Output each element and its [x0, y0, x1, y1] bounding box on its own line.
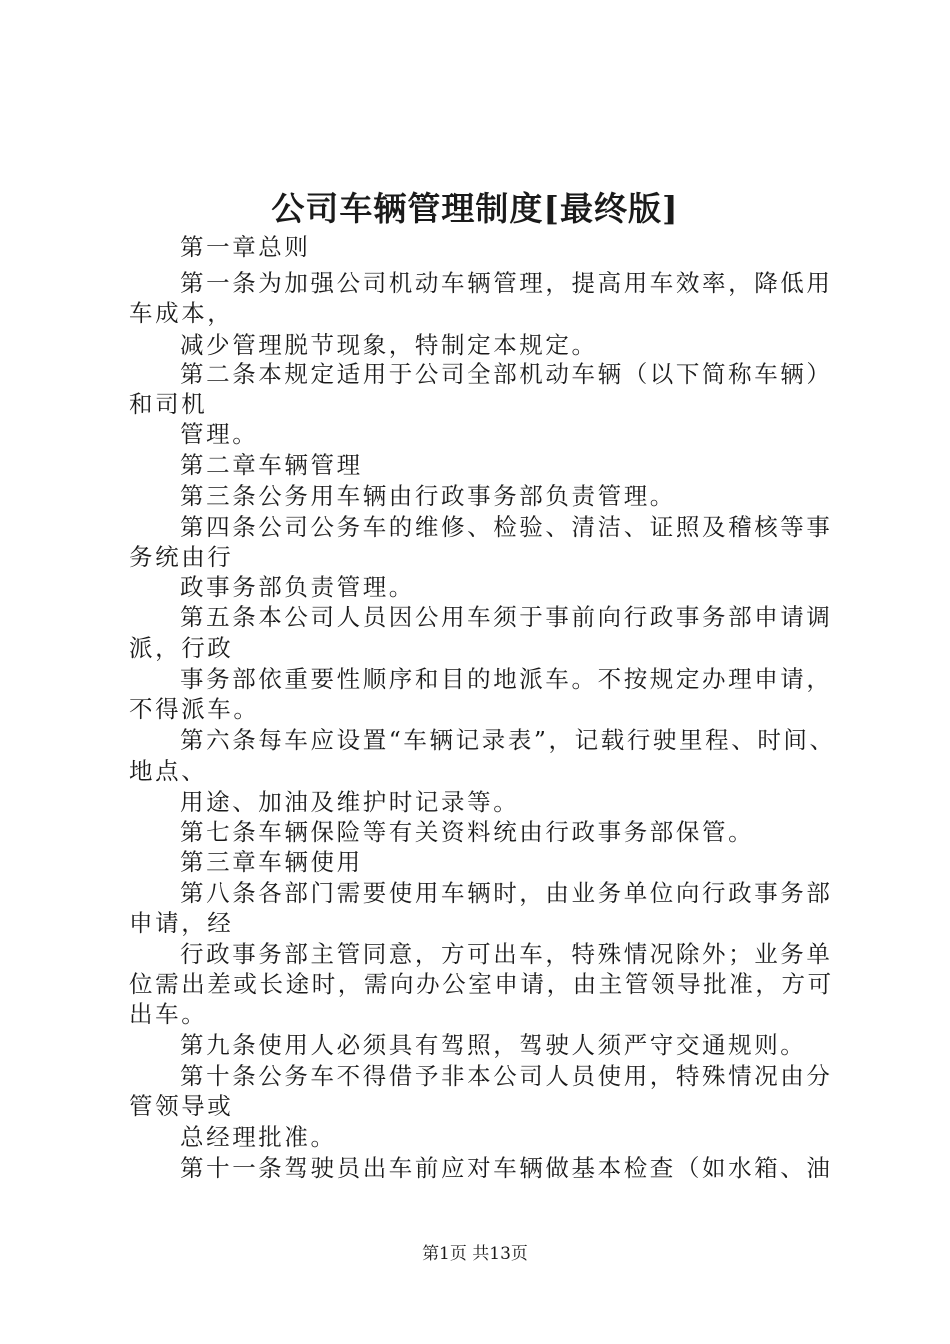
- text-line: 地点、: [129, 757, 208, 785]
- text-line: 申请，经: [129, 909, 234, 937]
- page-number-footer: 第1页 共13页: [422, 1244, 528, 1264]
- text-line: 总经理批准。: [180, 1123, 337, 1151]
- text-line: 管理。: [180, 420, 259, 448]
- text-line: 减少管理脱节现象，特制定本规定。: [180, 331, 598, 359]
- text-line: 第三条公务用车辆由行政事务部负责管理。: [180, 482, 676, 510]
- text-line: 事务部依重要性顺序和目的地派车。不按规定办理申请，: [180, 665, 833, 693]
- text-line: 第一章总则: [180, 233, 311, 261]
- text-line: 务统由行: [129, 543, 234, 571]
- text-line: 第四条公司公务车的维修、检验、清洁、证照及稽核等事: [180, 513, 833, 541]
- text-line: 第二条本规定适用于公司全部机动车辆（以下简称车辆）: [180, 360, 833, 388]
- text-line: 第五条本公司人员因公用车须于事前向行政事务部申请调: [180, 603, 833, 631]
- text-line: 政事务部负责管理。: [180, 573, 415, 601]
- text-line: 第二章车辆管理: [180, 451, 363, 479]
- text-line: 用途、加油及维护时记录等。: [180, 788, 520, 816]
- text-line: 和司机: [129, 390, 208, 418]
- text-line: 第十一条驾驶员出车前应对车辆做基本检查（如水箱、油: [180, 1154, 833, 1182]
- text-line: 车成本，: [129, 299, 234, 327]
- text-line: 行政事务部主管同意，方可出车，特殊情况除外；业务单: [180, 940, 833, 968]
- text-line: 第十条公务车不得借予非本公司人员使用，特殊情况由分: [180, 1062, 833, 1090]
- text-line: 第九条使用人必须具有驾照，驾驶人须严守交通规则。: [180, 1031, 807, 1059]
- text-line: 派，行政: [129, 634, 234, 662]
- text-line: 第三章车辆使用: [180, 848, 363, 876]
- text-line: 第一条为加强公司机动车辆管理，提高用车效率，降低用: [180, 269, 833, 297]
- text-line: 第七条车辆保险等有关资料统由行政事务部保管。: [180, 818, 755, 846]
- text-line: 第六条每车应设置“车辆记录表”，记载行驶里程、时间、: [180, 726, 836, 754]
- document-title: 公司车辆管理制度[最终版]: [271, 189, 679, 228]
- text-line: 出车。: [129, 1000, 208, 1028]
- text-line: 第八条各部门需要使用车辆时，由业务单位向行政事务部: [180, 879, 833, 907]
- text-line: 位需出差或长途时，需向办公室申请，由主管领导批准，方可: [129, 970, 834, 998]
- text-line: 不得派车。: [129, 695, 260, 723]
- text-line: 管领导或: [129, 1092, 234, 1120]
